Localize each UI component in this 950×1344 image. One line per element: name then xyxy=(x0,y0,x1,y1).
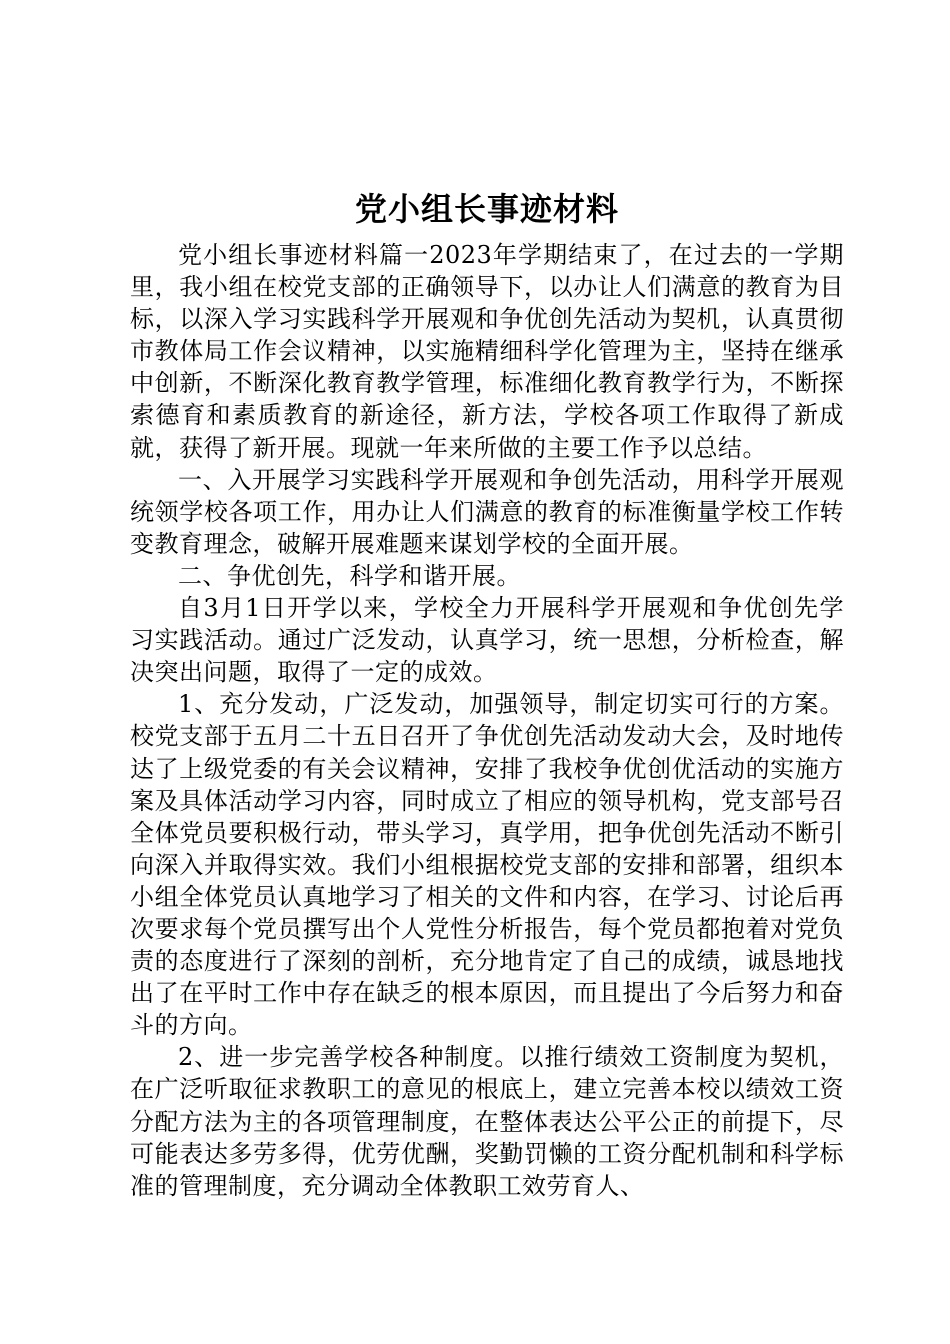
paragraph-section-2: 二、争优创先，科学和谐开展。 xyxy=(178,561,521,590)
document-page xyxy=(130,185,844,1202)
paragraph-item-2: 2、进一步完善学校各种制度。以推行绩效工资制度为契机，在广泛听取征求教职工的意见的根底上，建立完善本校以绩效工资分配方法为主的各项管理制度，在整体表达公平公正的前提下，尽可能表达多劳多得，优劳优酬，奖勤罚懒的工资分配机制和科学标准的管理制度，充分调动全体教职工效劳育人、 xyxy=(130,1043,844,1200)
paragraph-section-1: 一、入开展学习实践科学开展观和争创先活动，用科学开展观统领学校各项工作，用办让人们满意的教育的标准衡量学校工作转变教育理念，破解开展难题来谋划学校的全面开展。 xyxy=(130,465,844,558)
document-title: 党小组长事迹材料 xyxy=(354,190,619,228)
paragraph-activity: 自3月1日开学以来，学校全力开展科学开展观和争优创先学习实践活动。通过广泛发动，认真学习，统一思想，分析检查，解决突出问题，取得了一定的成效。 xyxy=(130,594,844,687)
paragraph-item-1: 1、充分发动，广泛发动，加强领导，制定切实可行的方案。校党支部于五月二十五日召开了争优创先活动发动大会，及时地传达了上级党委的有关会议精神，安排了我校争优创优活动的实施方案及具体活动学习内容，同时成立了相应的领导机构，党支部号召全体党员要积极行动，带头学习，真学用，把争优创先活动不断引向深入并取得实效。我们小组根据校党支部的安排和部署，组织本小组全体党员认真地学习了相关的文件和内容，在学习、讨论后再次要求每个党员撰写出个人党性分析报告，每个党员都抱着对党负责的态度进行了深刻的剖析，充分地肯定了自己的成绩，诚恳地找出了在平时工作中存在缺乏的根本原因，而且提出了今后努力和奋斗的方向。 xyxy=(130,690,844,1040)
paragraph-intro: 党小组长事迹材料篇一2023年学期结束了，在过去的一学期里，我小组在校党支部的正确领导下，以办让人们满意的教育为目标，以深入学习实践科学开展观和争优创先活动为契机，认真贯彻市教体局工作会议精神，以实施精细科学化管理为主，坚持在继承中创新，不断深化教育教学管理，标准细化教育教学行为，不断探索德育和素质教育的新途径，新方法，学校各项工作取得了新成就，获得了新开展。现就一年来所做的主要工作予以总结。 xyxy=(130,241,844,462)
